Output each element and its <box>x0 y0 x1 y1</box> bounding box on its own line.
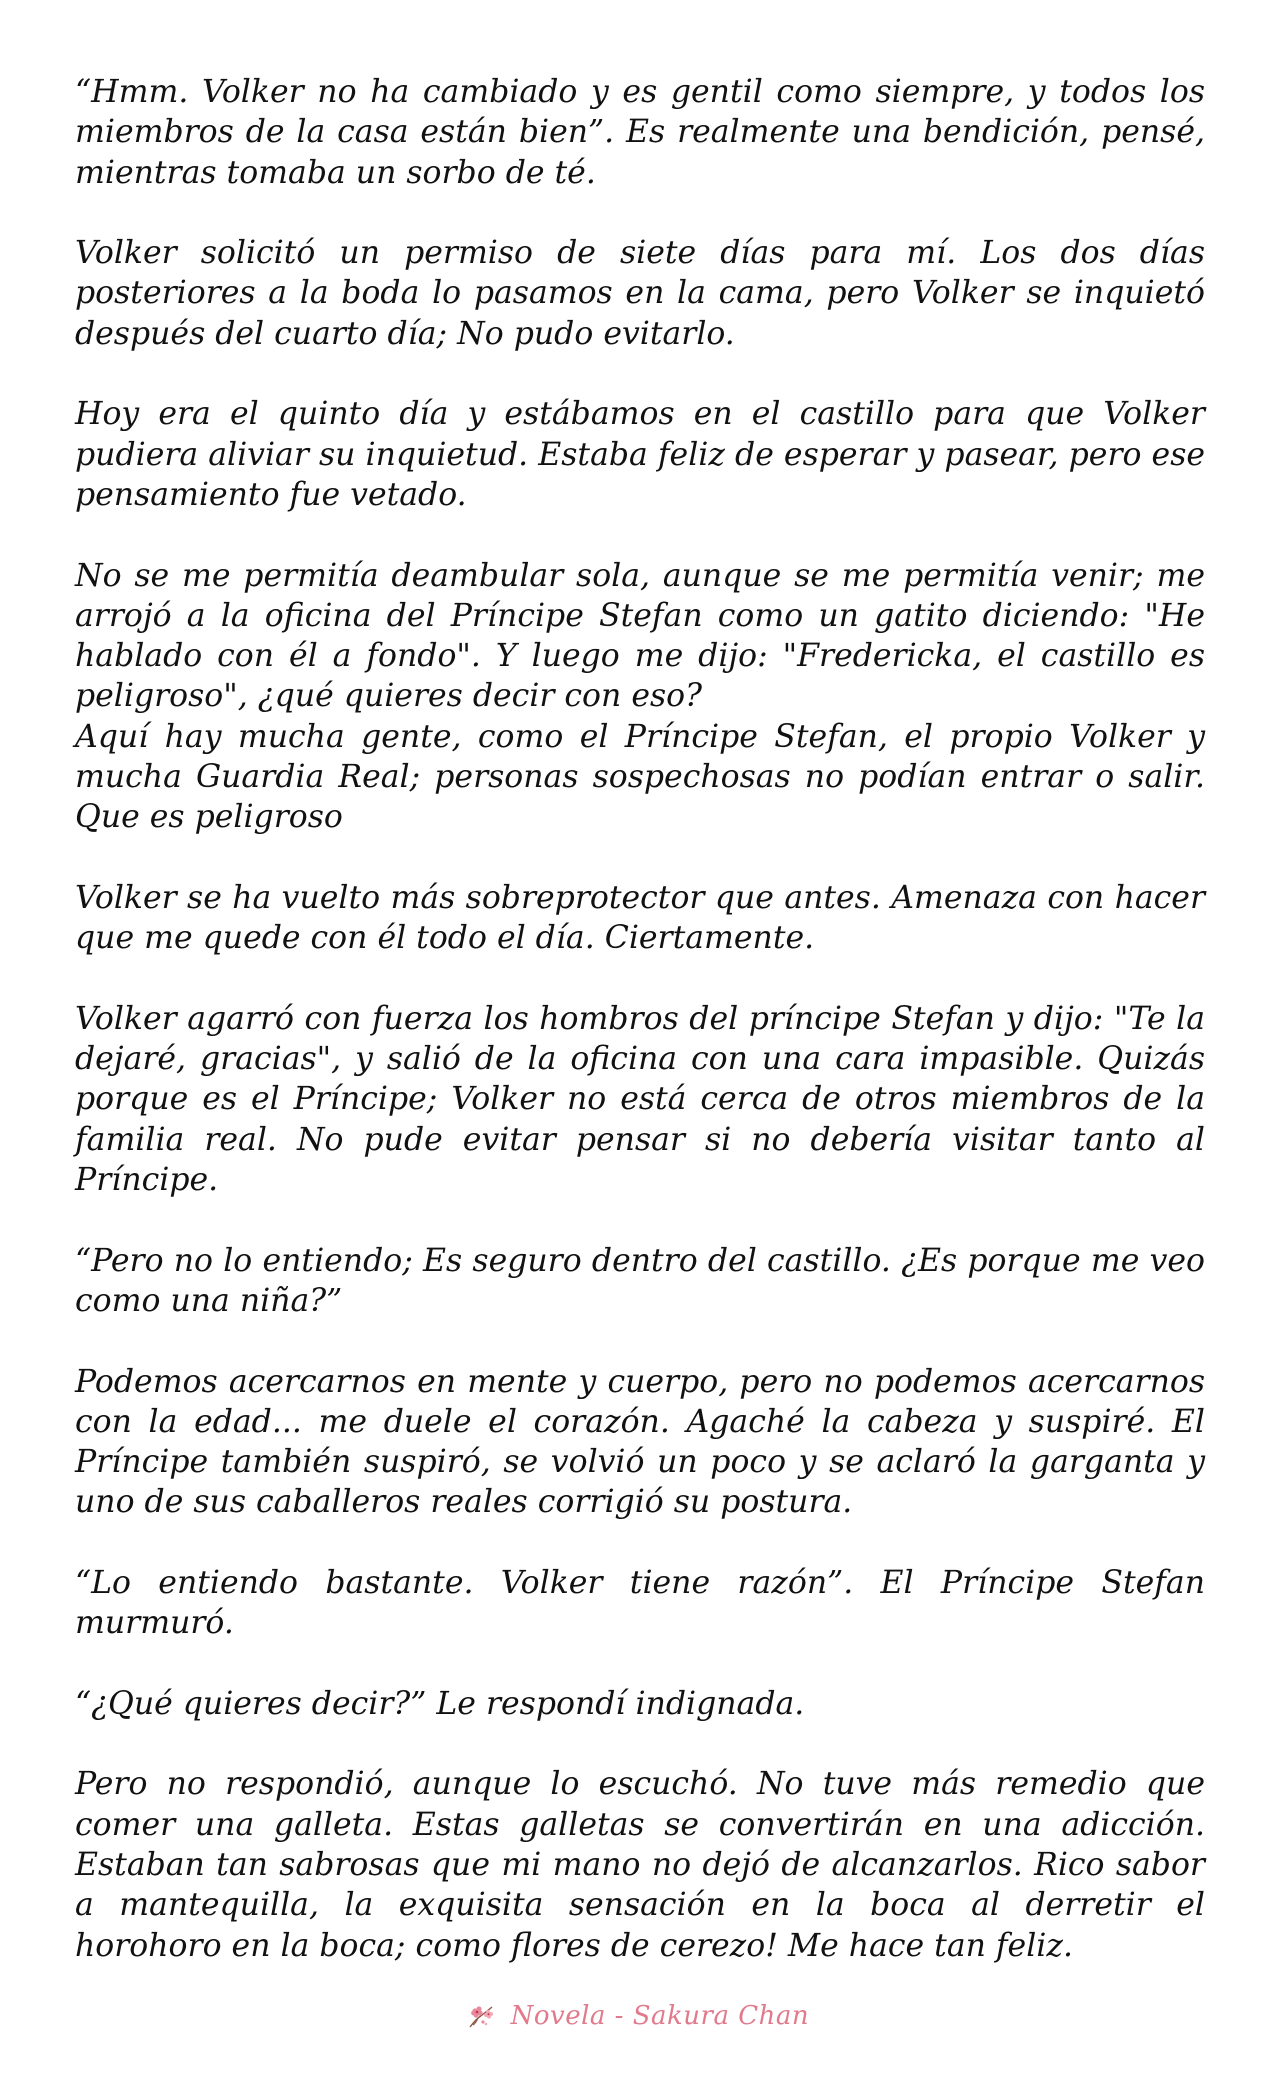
paragraph-4: No se me permitía deambular sola, aunque se me permitía venir; me arrojó a la oficina del Príncipe Stefan como un gatito diciendo: "He hablado con él a fondo". Y luego me dijo: "Fredericka, el castillo es peligroso", ¿qué quieres decir con eso? Aquí hay mucha gente, como el Príncipe Stefan, el propio Volker y mucha Guardia Real; personas sospechosas no podían entrar o salir. Que es peligroso <box>75 557 1205 836</box>
paragraph-8: Podemos acercarnos en mente y cuerpo, pero no podemos acercarnos con la edad... me duele el corazón. Agaché la cabeza y suspiré. El Príncipe también suspiró, se volvió un poco y se aclaró la garganta y uno de sus caballeros reales corrigió su postura. <box>75 1363 1205 1521</box>
paragraph-1: “Hmm. Volker no ha cambiado y es gentil como siempre, y todos los miembros de la casa están bien”. Es realmente una bendición, pensé, mientras tomaba un sorbo de té. <box>75 74 1205 191</box>
paragraph-2: Volker solicitó un permiso de siete días para mí. Los dos días posteriores a la boda lo pasamos en la cama, pero Volker se inquietó después del cuarto día; No pudo evitarlo. <box>75 235 1205 352</box>
story-text <box>75 72 1205 2006</box>
paragraph-7: “Pero no lo entiendo; Es seguro dentro del castillo. ¿Es porque me veo como una niña?” <box>75 1242 1205 1319</box>
paragraph-9: “Lo entiendo bastante. Volker tiene razón”. El Príncipe Stefan murmuró. <box>75 1564 1205 1642</box>
paragraph-10: “¿Qué quieres decir?” Le respondí indignada. <box>75 1685 805 1722</box>
paragraph-3: Hoy era el quinto día y estábamos en el castillo para que Volker pudiera aliviar su inquietud. Estaba feliz de esperar y pasear, pero ese pensamiento fue vetado. <box>75 396 1205 513</box>
watermark-text: Novela - Sakura Chan <box>510 2001 810 2031</box>
paragraph-5: Volker se ha vuelto más sobreprotector que antes. Amenaza con hacer que me quede con él todo el día. Ciertamente. <box>75 879 1205 957</box>
paragraph-11: Pero no respondió, aunque lo escuchó. No tuve más remedio que comer una galleta. Estas galletas se convertirán en una adicción. Estaban tan sabrosas que mi mano no dejó de alcanzarlos. Rico sabor a mantequilla, la exquisita sensación en la boca al derretir el horohoro en la boca; como flores de cerezo! Me hace tan feliz. <box>75 1766 1205 1964</box>
watermark <box>0 2000 1275 2031</box>
cherry-blossom-icon <box>466 2001 496 2031</box>
paragraph-6: Volker agarró con fuerza los hombros del príncipe Stefan y dijo: "Te la dejaré, gracias", y salió de la oficina con una cara impasible. Quizás porque es el Príncipe; Volker no está cerca de otros miembros de la familia real. No pude evitar pensar si no debería visitar tanto al Príncipe. <box>75 1000 1205 1199</box>
